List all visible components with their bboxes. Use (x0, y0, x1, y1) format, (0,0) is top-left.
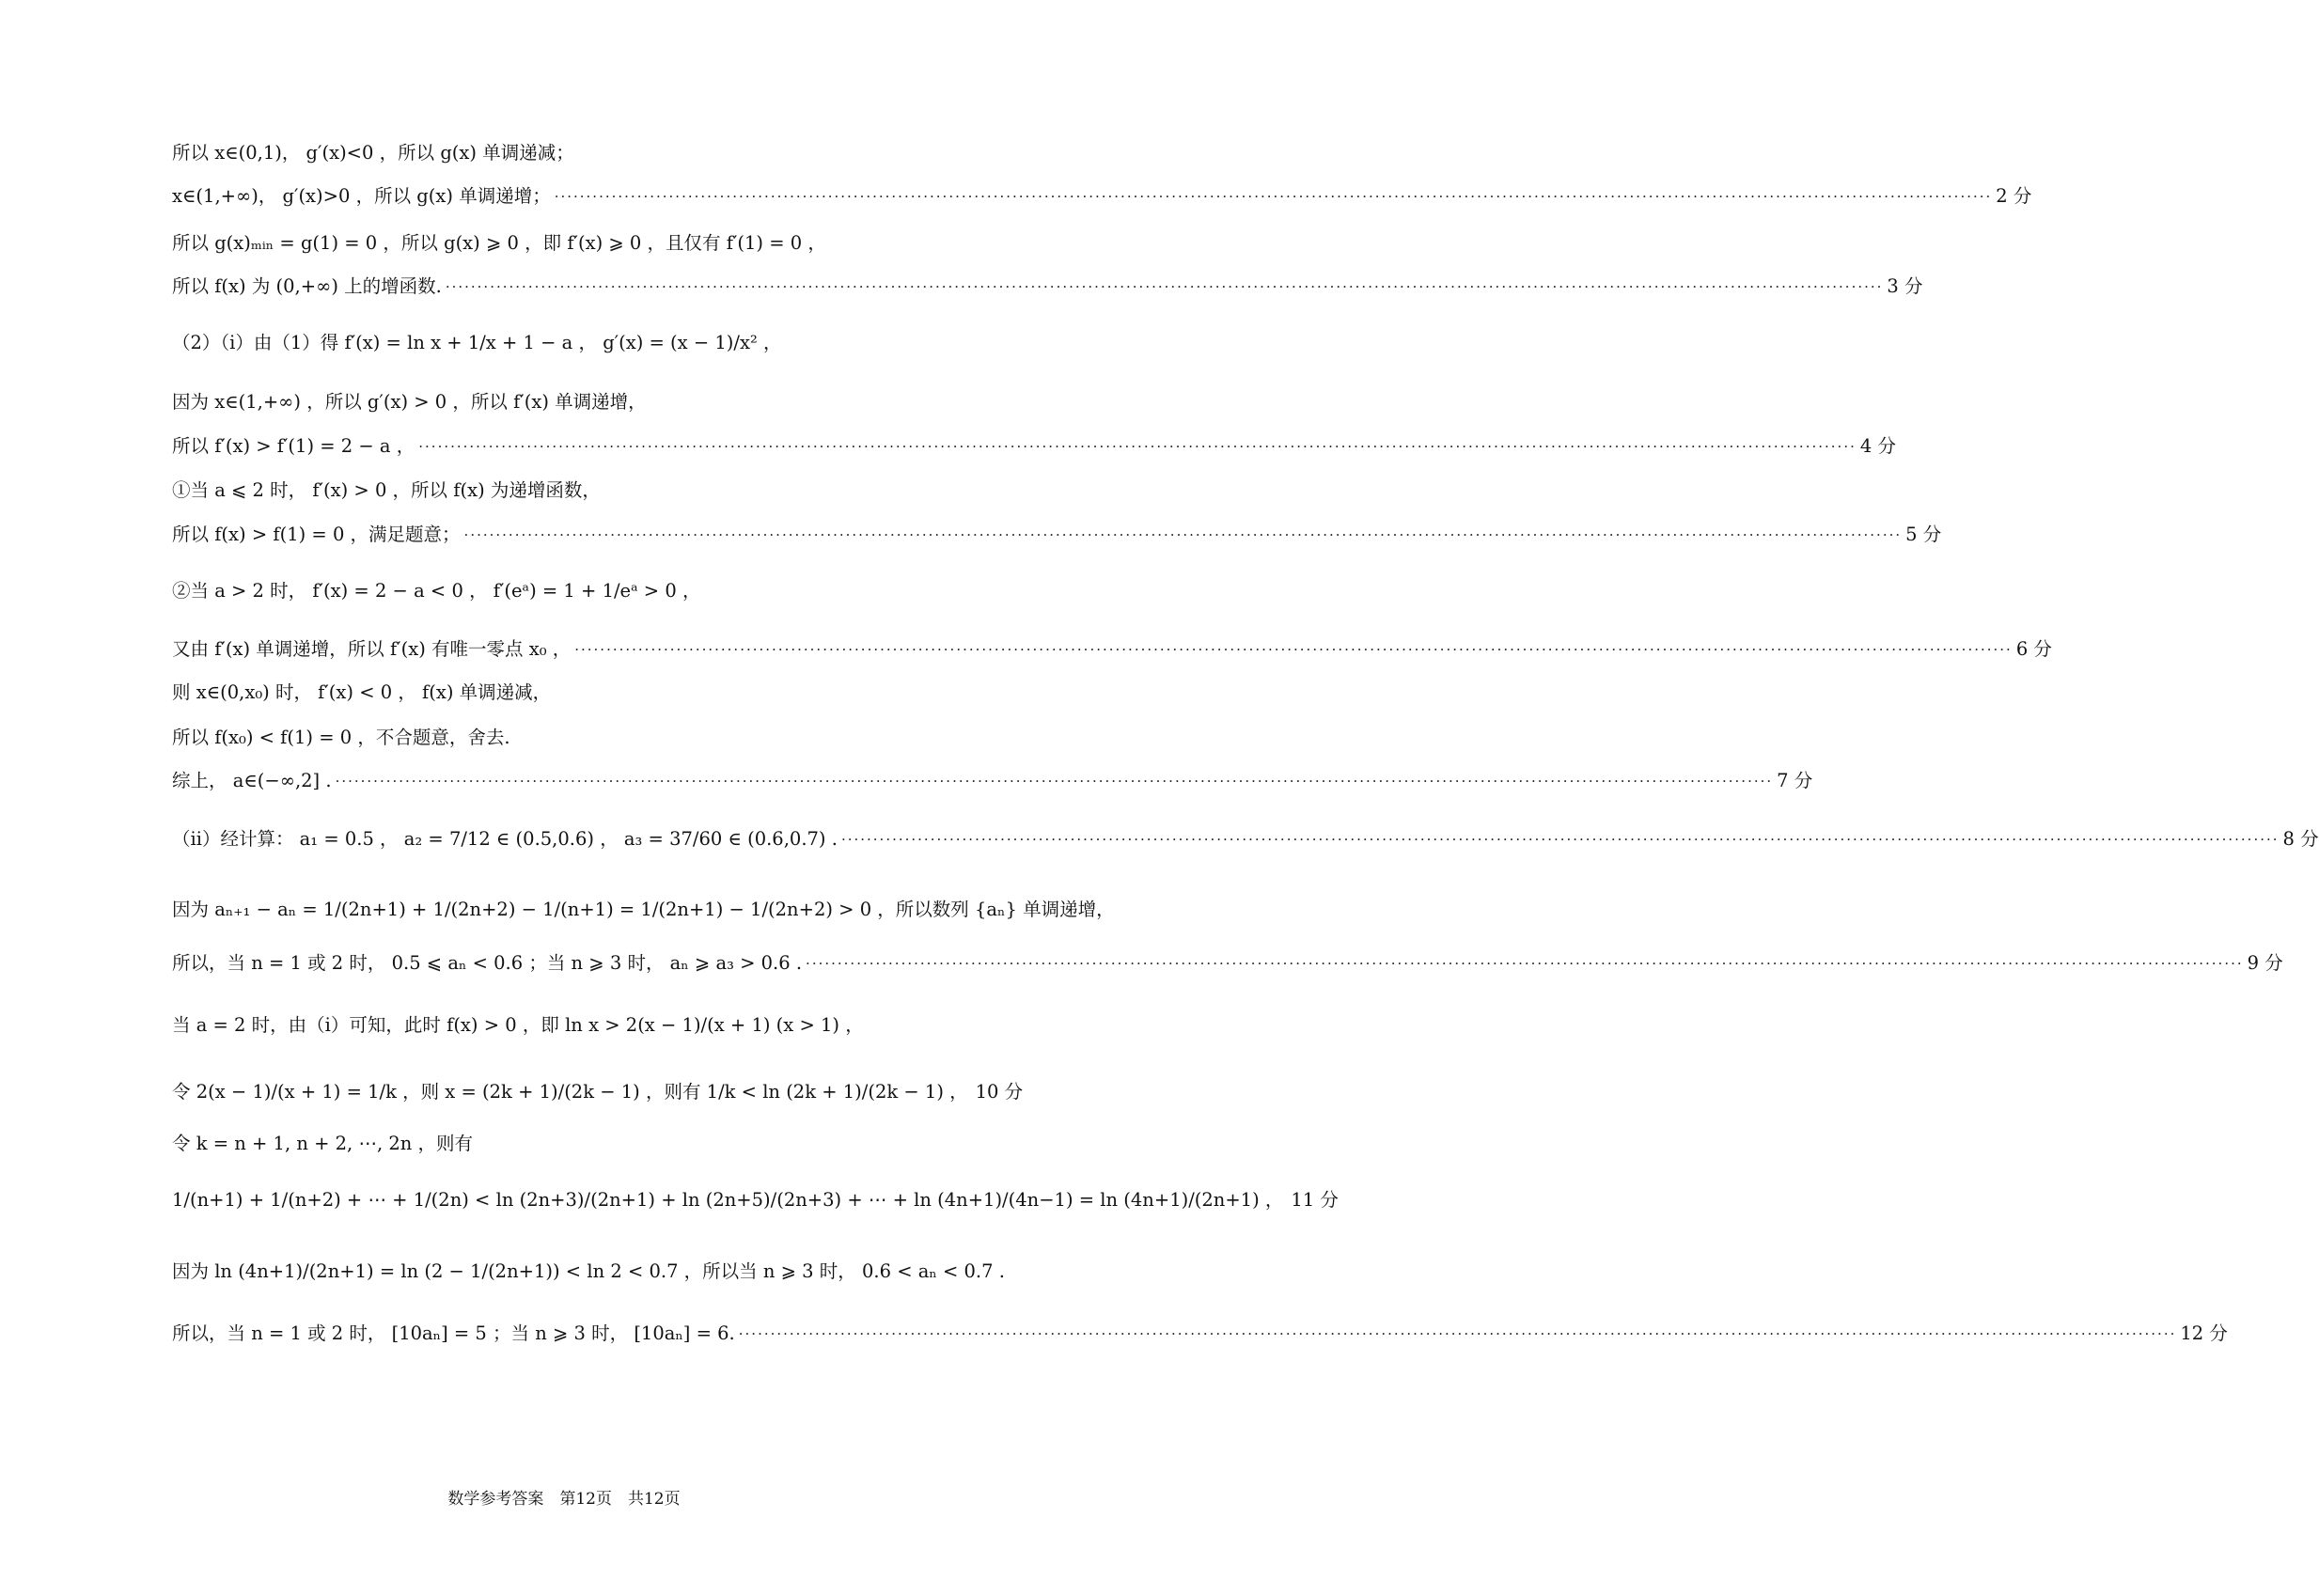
score-label: 11 分 (1291, 1189, 1339, 1211)
line-10 (172, 578, 962, 604)
score-label: 2 分 (1996, 185, 2032, 207)
score-label: 5 分 (1905, 524, 1942, 545)
line-2 (172, 183, 2032, 210)
line-text: 所以 f(x) 为 (0,+∞) 上的增函数. (172, 275, 442, 297)
line-11 (172, 636, 2052, 663)
leader-dots (446, 274, 1884, 300)
line-20 (172, 1131, 962, 1157)
line-9 (172, 522, 1942, 548)
line-13 (172, 725, 962, 751)
line-5 (172, 330, 962, 356)
line-text: 因为 ln (4n+1)/(2n+1) = ln (2 − 1/(2n+1)) < ln 2 < 0.7 ，所以当 n ⩾ 3 时， 0.6 < aₙ < 0.7 . (172, 1260, 1005, 1282)
line-text: 所以，当 n = 1 或 2 时， [10aₙ] = 5 ；当 n ⩾ 3 时， [10aₙ] = 6. (172, 1322, 735, 1344)
line-text: 所以 f(x) > f(1) = 0 ，满足题意； (172, 524, 461, 545)
line-16 (172, 897, 1115, 923)
line-23 (172, 1321, 2228, 1347)
line-text: 令 k = n + 1, n + 2, ⋯, 2n ，则有 (172, 1133, 474, 1154)
line-text: 因为 x∈(1,+∞) ，所以 g′(x) > 0 ，所以 f′(x) 单调递增， (172, 391, 647, 413)
score-label: 4 分 (1859, 435, 1896, 457)
line-8 (172, 477, 962, 504)
leader-dots (555, 183, 1993, 210)
line-1 (172, 140, 962, 166)
line-22 (172, 1259, 1005, 1285)
line-4 (172, 274, 1923, 300)
leader-dots (464, 522, 1903, 548)
line-text: 所以，当 n = 1 或 2 时， 0.5 ⩽ aₙ < 0.6 ；当 n ⩾ 3 时， aₙ ⩾ a₃ > 0.6 . (172, 952, 803, 974)
leader-dots (336, 768, 1774, 794)
leader-dots (574, 636, 2013, 663)
line-6 (172, 389, 962, 415)
line-text: 因为 aₙ₊₁ − aₙ = 1/(2n+1) + 1/(2n+2) − 1/(n+1) = 1/(2n+1) − 1/(2n+2) > 0 ，所以数列 {aₙ} 单调递增， (172, 899, 1115, 920)
line-3 (172, 230, 962, 257)
score-label: 7 分 (1777, 770, 1813, 791)
line-18 (172, 1012, 962, 1039)
line-19 (172, 1079, 1024, 1105)
leader-dots (806, 950, 2244, 977)
line-text: 则 x∈(0,x₀) 时， f′(x) < 0 ， f(x) 单调递减， (172, 681, 552, 703)
line-text: 令 2(x − 1)/(x + 1) = 1/k ，则 x = (2k + 1)/(2k − 1) ，则有 1/k < ln (2k + 1)/(2k − 1) ， (172, 1081, 968, 1103)
leader-dots (739, 1321, 2177, 1347)
leader-dots (418, 433, 1857, 460)
line-15 (172, 826, 2319, 853)
score-label: 8 分 (2282, 828, 2319, 850)
line-21 (172, 1187, 1339, 1213)
leader-dots (841, 826, 2280, 853)
score-label: 9 分 (2247, 952, 2283, 974)
line-14 (172, 768, 1813, 794)
line-12 (172, 680, 962, 706)
line-text: （ii）经计算： a₁ = 0.5 ， a₂ = 7/12 ∈ (0.5,0.6) ， a₃ = 37/60 ∈ (0.6,0.7) . (172, 828, 838, 850)
line-text: 所以 f′(x) > f′(1) = 2 − a ， (172, 435, 415, 457)
score-label: 10 分 (975, 1081, 1024, 1103)
line-17 (172, 950, 2283, 977)
line-text: 当 a = 2 时，由（i）可知，此时 f(x) > 0 ，即 ln x > 2(x − 1)/(x + 1) (x > 1) ， (172, 1014, 864, 1036)
score-label: 3 分 (1887, 275, 1923, 297)
line-text: 综上， a∈(−∞,2] . (172, 770, 332, 791)
line-text: ②当 a > 2 时， f′(x) = 2 − a < 0 ， f′(eᵃ) = 1 + 1/eᵃ > 0 ， (172, 580, 701, 602)
score-label: 12 分 (2180, 1322, 2228, 1344)
line-text: x∈(1,+∞)， g′(x)>0 ，所以 g(x) 单调递增； (172, 185, 551, 207)
score-label: 6 分 (2015, 638, 2052, 660)
line-text: 1/(n+1) + 1/(n+2) + ⋯ + 1/(2n) < ln (2n+3)/(2n+1) + ln (2n+5)/(2n+3) + ⋯ + ln (4n+1)/(4n−1) = ln (4n+1)/(2n+1) ， (172, 1189, 1284, 1211)
line-text: 所以 f(x₀) < f(1) = 0 ，不合题意，舍去. (172, 727, 510, 748)
line-text: （2）（i）由（1）得 f′(x) = ln x + 1/x + 1 − a ， g′(x) = (x − 1)/x² ， (172, 332, 782, 353)
line-text: 又由 f′(x) 单调递增，所以 f′(x) 有唯一零点 x₀ ， (172, 638, 572, 660)
line-text: ①当 a ⩽ 2 时， f′(x) > 0 ，所以 f(x) 为递增函数， (172, 479, 601, 501)
line-7 (172, 433, 1896, 460)
line-text: 所以 g(x)ₘᵢₙ = g(1) = 0 ，所以 g(x) ⩾ 0 ，即 f′(x) ⩾ 0 ，且仅有 f′(1) = 0 ， (172, 232, 826, 254)
line-text: 所以 x∈(0,1)， g′(x)<0 ，所以 g(x) 单调递减； (172, 142, 574, 164)
page-footer: 数学参考答案 第12页 共12页 (447, 1490, 681, 1509)
